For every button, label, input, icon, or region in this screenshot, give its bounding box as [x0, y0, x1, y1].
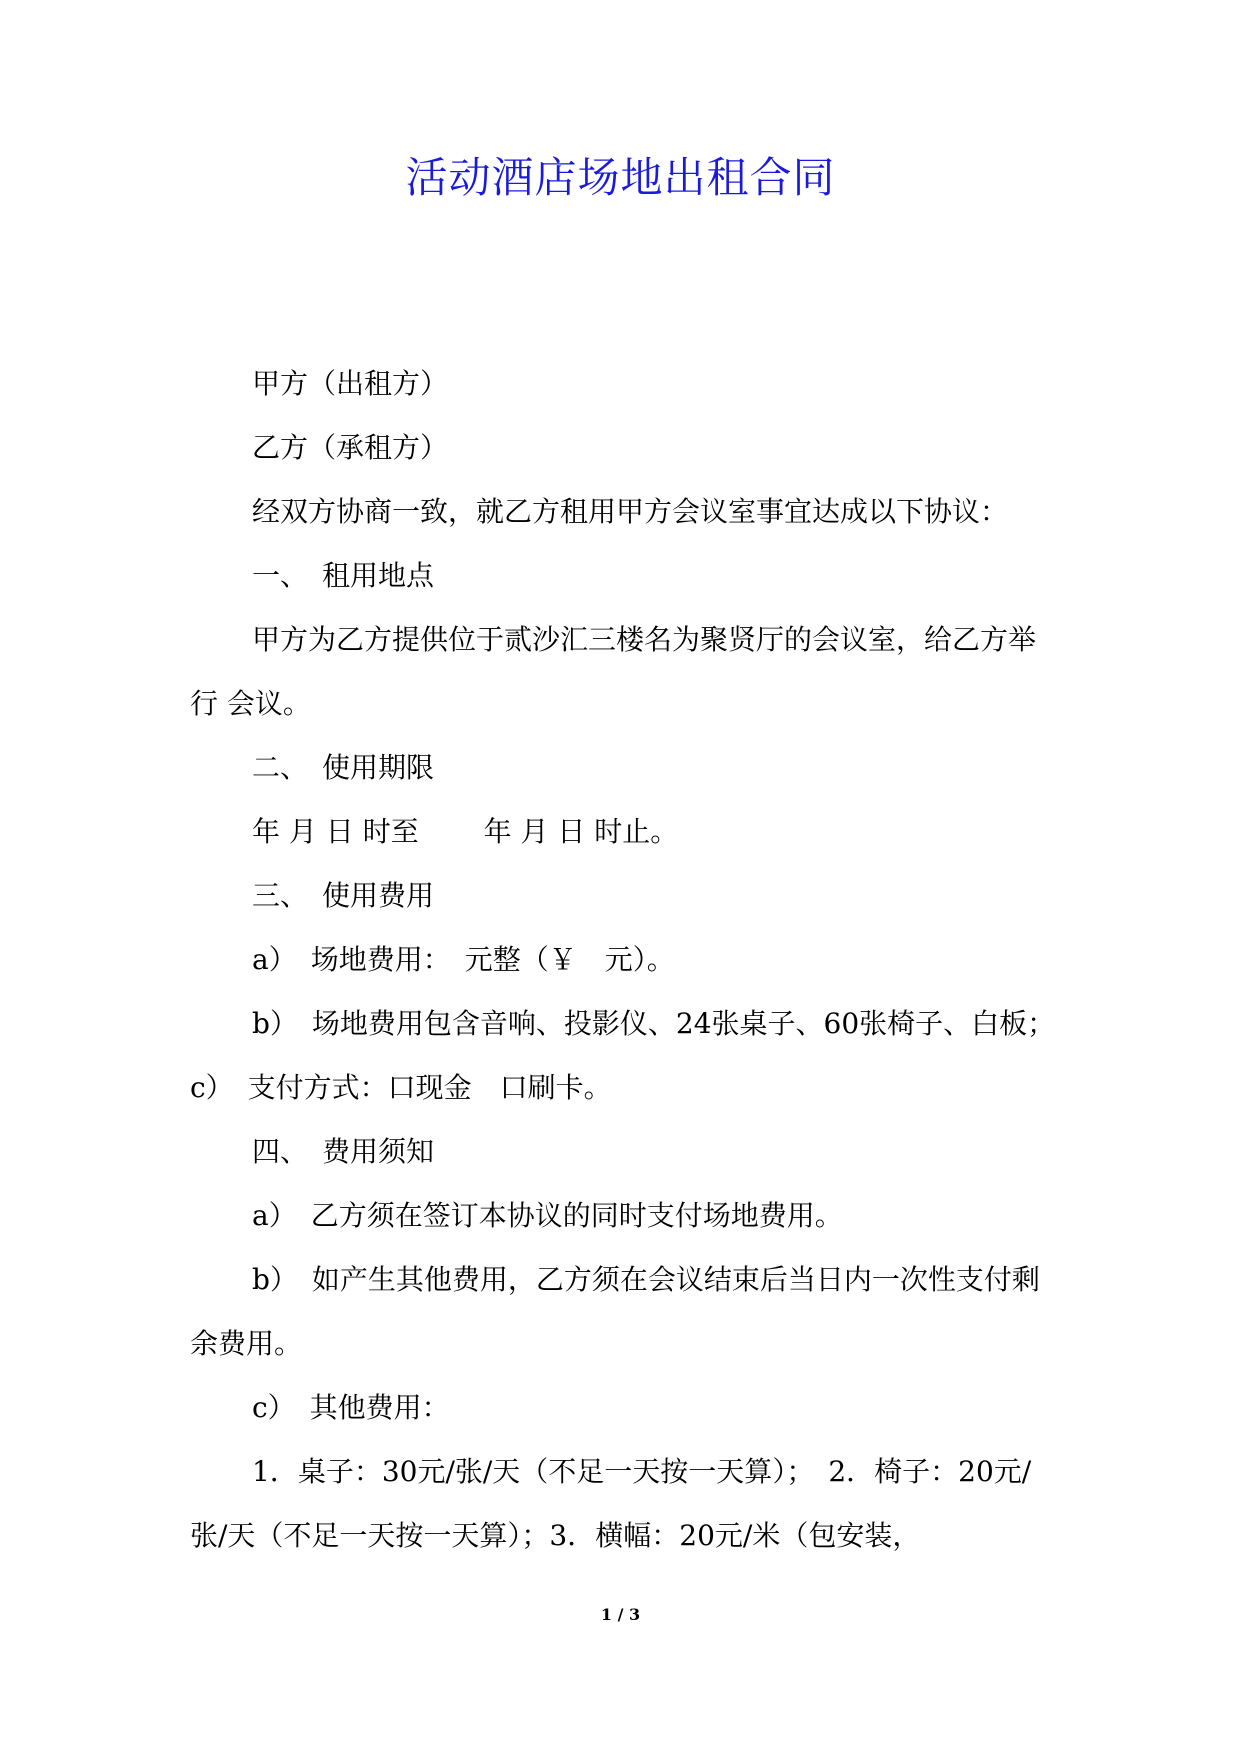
paragraph-period: 年 月 日 时至 年 月 日 时止。 — [252, 815, 679, 848]
page-indicator: 1 / 3 — [600, 1605, 641, 1624]
paragraph-other-fees: 1．桌子：30元/张/天（不足一天按一天算）； 2．椅子：20元/张/天（不足一天按一天算）；3．横幅：20元/米（包安装， — [190, 1455, 1032, 1552]
paragraph-fee-a: a） 场地费用： 元整（￥ 元）。 — [252, 943, 675, 976]
paragraph-agreement-intro: 经双方协商一致，就乙方租用甲方会议室事宜达成以下协议： — [252, 495, 1009, 528]
section-heading-fees: 三、 使用费用 — [252, 879, 435, 912]
section-heading-fee-notice: 四、 费用须知 — [252, 1135, 435, 1168]
paragraph-location: 甲方为乙方提供位于贰沙汇三楼名为聚贤厅的会议室，给乙方举行 会议。 — [190, 623, 1037, 720]
paragraph-party-a: 甲方（出租方） — [252, 367, 449, 400]
section-heading-location: 一、 租用地点 — [252, 559, 435, 592]
document-title: 活动酒店场地出租合同 — [405, 153, 836, 202]
section-heading-period: 二、 使用期限 — [252, 751, 435, 784]
paragraph-fee-b: b） 场地费用包含音响、投影仪、24张桌子、60张椅子、白板； c） 支付方式：口现金 口刷卡。 — [190, 1007, 1070, 1104]
paragraph-notice-b: b） 如产生其他费用，乙方须在会议结束后当日内一次性支付剩余费用。 — [190, 1263, 1040, 1360]
paragraph-notice-a: a） 乙方须在签订本协议的同时支付场地费用。 — [252, 1199, 843, 1232]
paragraph-party-b: 乙方（承租方） — [252, 431, 449, 464]
document-body — [190, 352, 1070, 1568]
paragraph-notice-c: c） 其他费用： — [252, 1391, 450, 1424]
